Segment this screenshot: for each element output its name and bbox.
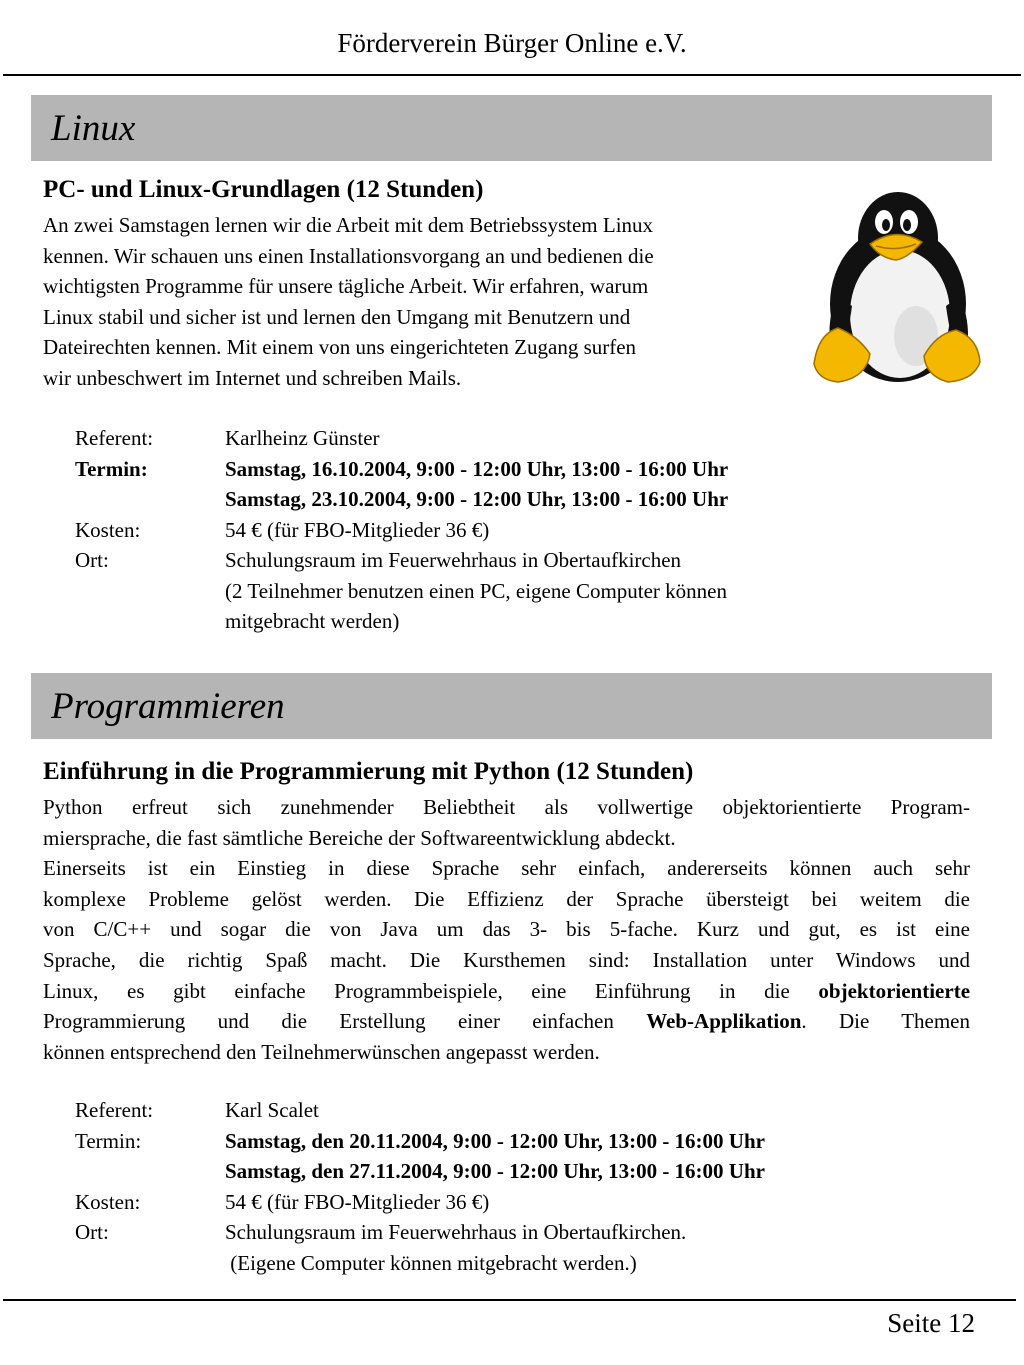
referent-label: Referent: — [75, 426, 154, 450]
section-title: Programmieren — [51, 686, 285, 727]
ort-note: mitgebracht werden) — [225, 609, 400, 633]
footer-rule — [3, 1299, 1016, 1301]
termin-row — [75, 484, 728, 515]
text-line: Python erfreut sich zunehmender Beliebtheit als vollwertige objektorientierte Program- — [43, 795, 970, 819]
kosten-label: Kosten: — [75, 1189, 141, 1214]
section-header-linux — [31, 95, 992, 161]
course-title: Einführung in die Programmierung mit Python (12 Stunden) — [43, 758, 694, 785]
page-number: Seite 12 — [887, 1308, 975, 1338]
ort-row — [75, 1248, 765, 1279]
referent-label: Referent: — [75, 1098, 154, 1122]
termin-label: Termin: — [75, 1128, 142, 1153]
text-line — [43, 976, 970, 1007]
kosten-row — [75, 515, 728, 546]
text-line: Sprache, die richtig Spaß macht. Die Kursthemen sind: Installation unter Windows und — [43, 947, 970, 972]
termin-row — [75, 454, 728, 485]
text-line: von C/C++ und sogar die von Java um das 3- bis 5-fache. Kurz und gut, es ist eine — [43, 917, 970, 942]
course-details — [75, 1095, 765, 1278]
kosten-value: 54 € (für FBO-Mitglieder 36 €) — [225, 517, 490, 542]
termin-value: Samstag, 16.10.2004, 9:00 - 12:00 Uhr, 13:00 - 16:00 Uhr — [225, 456, 729, 481]
termin-value: Samstag, den 20.11.2004, 9:00 - 12:00 Uhr, 13:00 - 16:00 Uhr — [225, 1128, 765, 1153]
termin-value: Samstag, 23.10.2004, 9:00 - 12:00 Uhr, 13:00 - 16:00 Uhr — [225, 487, 729, 511]
text-line: können entsprechend den Teilnehmerwünschen angepasst werden. — [43, 1039, 600, 1064]
course-description — [43, 210, 654, 394]
header-rule — [3, 74, 1021, 76]
course-title: PC- und Linux-Grundlagen (12 Stunden) — [43, 176, 484, 203]
text-line: wir unbeschwert im Internet und schreiben Mails. — [43, 365, 462, 390]
kosten-value: 54 € (für FBO-Mitglieder 36 €) — [225, 1189, 490, 1214]
ort-value: Schulungsraum im Feuerwehrhaus in Obertaufkirchen. — [225, 1220, 687, 1244]
text-line: Linux stabil und sicher ist und lernen den Umgang mit Benutzern und — [43, 304, 631, 329]
ort-row — [75, 576, 728, 607]
course-details — [75, 423, 728, 637]
ort-row — [75, 1217, 765, 1248]
text-line: miersprache, die fast sämtliche Bereiche der Softwareentwicklung abdeckt. — [43, 825, 676, 850]
section-title: Linux — [51, 108, 136, 149]
tux-penguin-image — [808, 186, 986, 386]
text-run: Linux, es gibt einfache Programmbeispiele, eine Einführung in die — [43, 978, 790, 1003]
ort-row — [75, 545, 728, 576]
bold-term: objektorientierte — [818, 978, 971, 1003]
text-line: kennen. Wir schauen uns einen Installationsvorgang an und bedienen die — [43, 243, 654, 268]
course-description — [43, 792, 970, 1067]
termin-row — [75, 1126, 765, 1157]
termin-row — [75, 1156, 765, 1187]
text-run: Programmierung und die Erstellung einer einfachen — [43, 1009, 614, 1034]
text-line: komplexe Probleme gelöst werden. Die Effizienz der Sprache übersteigt bei weitem die — [43, 886, 970, 911]
kosten-row — [75, 1187, 765, 1218]
termin-value: Samstag, den 27.11.2004, 9:00 - 12:00 Uhr, 13:00 - 16:00 Uhr — [225, 1159, 765, 1183]
text-line: An zwei Samstagen lernen wir die Arbeit mit dem Betriebssystem Linux — [43, 213, 654, 237]
section-header-programmieren — [31, 673, 992, 739]
text-line — [43, 1006, 970, 1037]
termin-label: Termin: — [75, 456, 148, 481]
text-run: . Die Themen — [801, 1009, 971, 1034]
referent-value: Karlheinz Günster — [225, 426, 380, 450]
ort-value: Schulungsraum im Feuerwehrhaus in Obertaufkirchen — [225, 548, 682, 572]
ort-note: (Eigene Computer können mitgebracht werden.) — [225, 1250, 637, 1275]
ort-label: Ort: — [75, 1220, 109, 1244]
kosten-label: Kosten: — [75, 517, 141, 542]
ort-label: Ort: — [75, 548, 109, 572]
text-line: wichtigsten Programme für unsere tägliche Arbeit. Wir erfahren, warum — [43, 274, 649, 299]
ort-note: (2 Teilnehmer benutzen einen PC, eigene Computer können — [225, 578, 728, 603]
bold-term: Web-Applikation — [646, 1009, 802, 1034]
referent-row — [75, 423, 728, 454]
text-line: Dateirechten kennen. Mit einem von uns eingerichteten Zugang surfen — [43, 335, 637, 360]
referent-row — [75, 1095, 765, 1126]
page-header: Förderverein Bürger Online e.V. — [337, 28, 687, 58]
text-line: Einerseits ist ein Einstieg in diese Sprache sehr einfach, andererseits können auch sehr — [43, 856, 970, 881]
ort-row — [75, 606, 728, 637]
referent-value: Karl Scalet — [225, 1098, 319, 1122]
